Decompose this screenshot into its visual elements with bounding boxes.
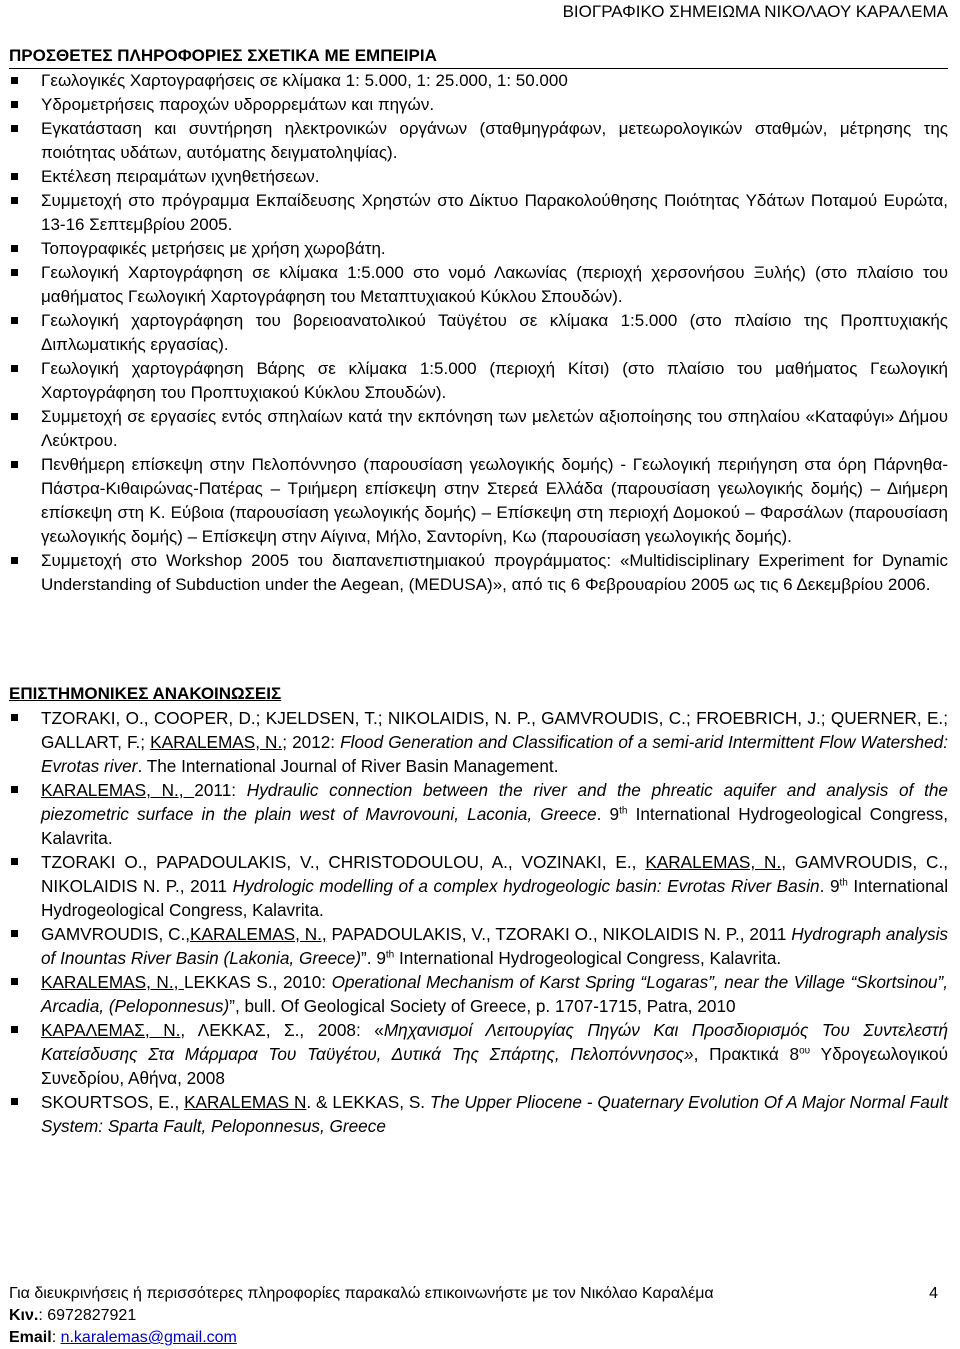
announcements-heading: ΕΠΙΣΤΗΜΟΝΙΚΕΣ ΑΝΑΚΟΙΝΩΣΕΙΣ	[9, 684, 282, 703]
bullet-icon	[11, 714, 18, 721]
bullet-icon	[11, 197, 18, 204]
list-item: Συμμετοχή στο πρόγραμμα Εκπαίδευσης Χρηστών στο Δίκτυο Παρακολούθησης Ποιότητας Υδάτων Ποταμού Ευρώτα, 13-16 Σεπτεμβρίου 2005.	[9, 189, 948, 237]
bullet-icon	[11, 557, 18, 564]
bullet-icon	[11, 125, 18, 132]
list-item: Συμμετοχή σε εργασίες εντός σπηλαίων κατά την εκπόνηση των μελετών αξιοποίησης του σπηλαίου «Καταφύγι» Δήμου Λεύκτρου.	[9, 405, 948, 453]
list-item: Υδρομετρήσεις παροχών υδρορρεμάτων και πηγών.	[9, 93, 948, 117]
bullet-icon	[11, 269, 18, 276]
page-number: 4	[929, 1285, 938, 1302]
list-item: Εκτέλεση πειραμάτων ιχνηθετήσεων.	[9, 165, 948, 189]
experience-section	[9, 44, 948, 597]
list-item: Συμμετοχή στο Workshop 2005 του διαπανεπιστημιακού προγράμματος: «Multidisciplinary Experiment for Dynamic Understanding of Subduction under the Aegean, (MEDUSA)», από τις 6 Φεβρουαρίου 2005 ως τις 6 Δεκεμβρίου 2006.	[9, 549, 948, 597]
footer-email: Email: n.karalemas@gmail.com	[9, 1329, 237, 1346]
list-item: TZORAKI O., PAPADOULAKIS, V., CHRISTODOULOU, A., VOZINAKI, E., KARALEMAS, N., GAMVROUDIS, C., NIKOLAIDIS N. P., 2011 Hydrologic modelling of a complex hydrogeologic basin: Evrotas River Basin. 9th International Hydrogeological Congress, Kalavrita.	[9, 850, 948, 922]
list-item: Γεωλογική χαρτογράφηση Βάρης σε κλίμακα 1:5.000 (περιοχή Κίτσι) (στο πλαίσιο του μαθήματος Γεωλογική Χαρτογράφηση του Προπτυχιακού Κύκλου Σπουδών).	[9, 357, 948, 405]
header-title: ΒΙΟΓΡΑΦΙΚΟ ΣΗΜΕΙΩΜΑ ΝΙΚΟΛΑΟΥ ΚΑΡΑΛΕΜΑ	[562, 2, 948, 21]
experience-heading: ΠΡΟΣΘΕΤΕΣ ΠΛΗΡΟΦΟΡΙΕΣ ΣΧΕΤΙΚΑ ΜΕ ΕΜΠΕΙΡΙΑ	[9, 44, 948, 69]
bullet-icon	[11, 101, 18, 108]
bullet-icon	[11, 413, 18, 420]
bullet-icon	[11, 365, 18, 372]
footer-contact-note: Για διευκρινήσεις ή περισσότερες πληροφορίες παρακαλώ επικοινωνήστε με τον Νικόλαο Καραλέμα	[9, 1285, 714, 1302]
bullet-icon	[11, 978, 18, 985]
page-footer	[9, 1283, 948, 1349]
bullet-icon	[11, 461, 18, 468]
list-item: Εγκατάσταση και συντήρηση ηλεκτρονικών οργάνων (σταθμηγράφων, μετεωρολογικών σταθμών, μέτρησης της ποιότητας υδάτων, αυτόματης δειγματοληψίας).	[9, 117, 948, 165]
list-item: TZORAKI, O., COOPER, D.; KJELDSEN, T.; NIKOLAIDIS, N. P., GAMVROUDIS, C.; FROEBRICH, J.; QUERNER, E.; GALLART, F.; KARALEMAS, N.; 2012: Flood Generation and Classification of a semi-arid Intermittent Flow Watershed: Evrotas river. The International Journal of River Basin Management.	[9, 706, 948, 778]
announcements-list	[9, 706, 948, 1138]
list-item: SKOURTSOS, E., KARALEMAS N. & LEKKAS, S. The Upper Pliocene - Quaternary Evolution Of A Major Normal Fault System: Sparta Fault, Peloponnesus, Greece	[9, 1090, 948, 1138]
list-item: Πενθήμερη επίσκεψη στην Πελοπόννησο (παρουσίαση γεωλογικής δομής) - Γεωλογική περιήγηση στα όρη Πάρνηθα-Πάστρα-Κιθαιρώνας-Πατέρας – Τριήμερη επίσκεψη στην Στερεά Ελλάδα (παρουσίαση γεωλογικής δομής) – Διήμερη επίσκεψη στη Κ. Εύβοια (παρουσίαση γεωλογικής δομής) – Επίσκεψη στη περιοχή Δομοκού – Φαρσάλων (παρουσίαση γεωλογικής δομής) – Επίσκεψη στην Αίγινα, Μήλο, Σαντορίνη, Κω (παρουσίαση γεωλογικής δομής).	[9, 453, 948, 549]
list-item: Γεωλογική χαρτογράφηση του βορειοανατολικού Ταϋγέτου σε κλίμακα 1:5.000 (στο πλαίσιο της Προπτυχιακής Διπλωματικής εργασίας).	[9, 309, 948, 357]
bullet-icon	[11, 786, 18, 793]
bullet-icon	[11, 173, 18, 180]
bullet-icon	[11, 245, 18, 252]
bullet-icon	[11, 1098, 18, 1105]
bullet-icon	[11, 1026, 18, 1033]
bullet-icon	[11, 77, 18, 84]
announcements-section	[9, 682, 948, 1138]
list-item: KARALEMAS, N., LEKKAS S., 2010: Operational Mechanism of Karst Spring “Logaras”, near the Village “Skortsinou”, Arcadia, (Peloponnesus)”, bull. Of Geological Society of Greece, p. 1707-1715, Patra, 2010	[9, 970, 948, 1018]
bullet-icon	[11, 858, 18, 865]
list-item: GAMVROUDIS, C.,KARALEMAS, N., PAPADOULAKIS, V., TZORAKI O., NIKOLAIDIS N. P., 2011 Hydrograph analysis of Inountas River Basin (Lakonia, Greece)”. 9th International Hydrogeological Congress, Kalavrita.	[9, 922, 948, 970]
email-link[interactable]: n.karalemas@gmail.com	[60, 1329, 237, 1346]
list-item: Γεωλογικές Χαρτογραφήσεις σε κλίμακα 1: 5.000, 1: 25.000, 1: 50.000	[9, 69, 948, 93]
list-item: KARALEMAS, N., 2011: Hydraulic connection between the river and the phreatic aquifer and analysis of the piezometric surface in the plain west of Mavrovouni, Laconia, Greece. 9th International Hydrogeological Congress, Kalavrita.	[9, 778, 948, 850]
bullet-icon	[11, 930, 18, 937]
list-item: Τοπογραφικές μετρήσεις με χρήση χωροβάτη.	[9, 237, 948, 261]
list-item: ΚΑΡΑΛΕΜΑΣ, Ν., ΛΕΚΚΑΣ, Σ., 2008: «Μηχανισμοί Λειτουργίας Πηγών Και Προσδιορισμός Του Συντελεστή Κατείσδυσης Στα Μάρμαρα Του Ταϋγέτου, Δυτικά Της Σπάρτης, Πελοπόννησος», Πρακτικά $8^{o\upsilon}$ Υδρογεωλογικού Συνεδρίου, Αθήνα, 2008	[9, 1018, 948, 1090]
footer-phone: Κιν.: 6972827921	[9, 1307, 137, 1324]
bullet-icon	[11, 317, 18, 324]
list-item: Γεωλογική Χαρτογράφηση σε κλίμακα 1:5.000 στο νομό Λακωνίας (περιοχή χερσονήσου Ξυλής) (στο πλαίσιο του μαθήματος Γεωλογική Χαρτογράφηση του Μεταπτυχιακού Κύκλου Σπουδών).	[9, 261, 948, 309]
experience-list	[9, 69, 948, 597]
